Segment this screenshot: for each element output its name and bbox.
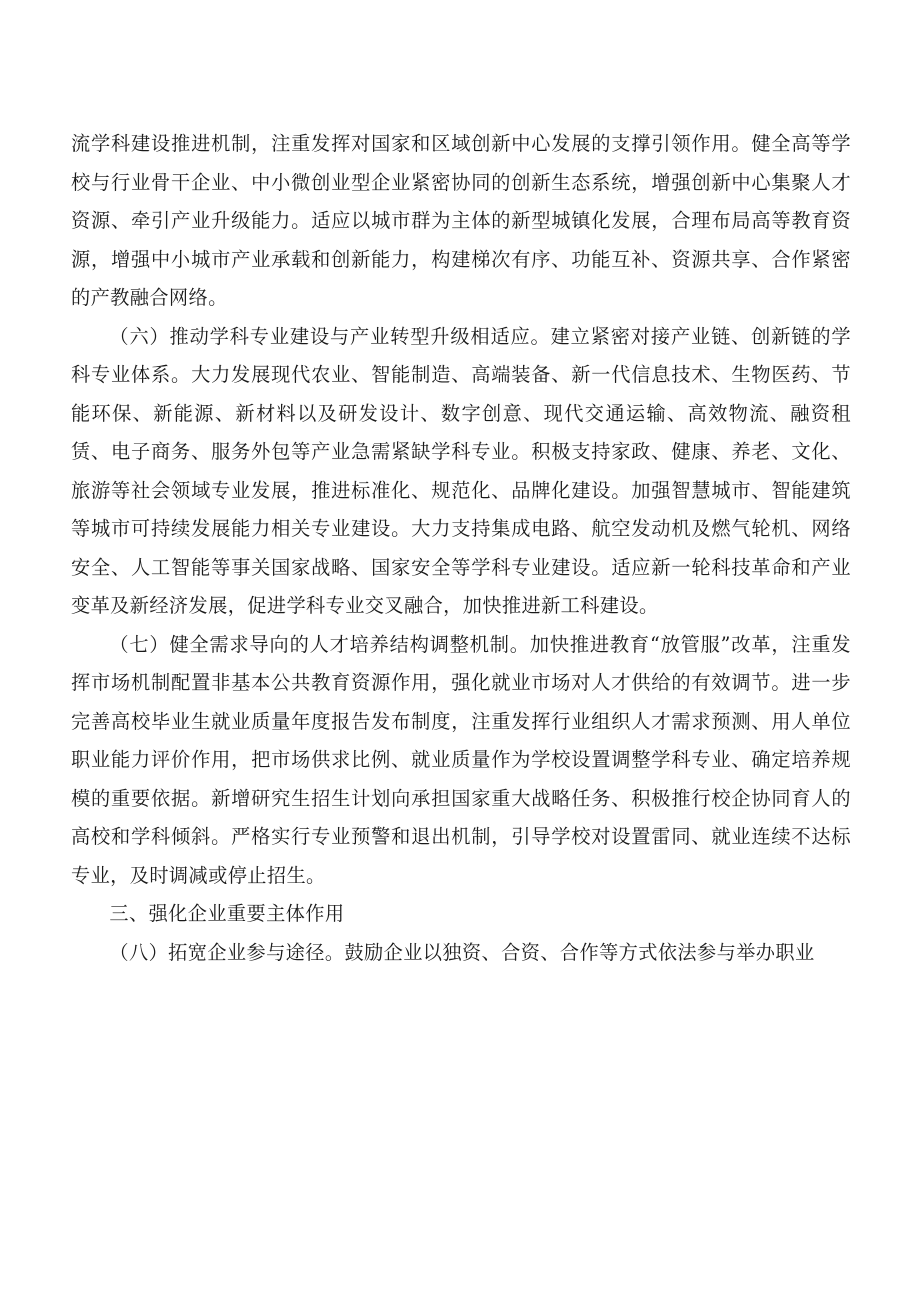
paragraph-six: （六）推动学科专业建设与产业转型升级相适应。建立紧密对接产业链、创新链的学科专业体系。大力发展现代农业、智能制造、高端装备、新一代信息技术、生物医药、节能环保、新能源、新材料以及研发设计、数字创意、现代交通运输、高效物流、融资租赁、电子商务、服务外包等产业急需紧缺学科专业。积极支持家政、健康、养老、文化、旅游等社会领域专业发展，推进标准化、规范化、品牌化建设。加强智慧城市、智能建筑等城市可持续发展能力相关专业建设。大力支持集成电路、航空发动机及燃气轮机、网络安全、人工智能等事关国家战略、国家安全等学科专业建设。适应新一轮科技革命和产业变革及新经济发展，促进学科专业交叉融合，加快推进新工科建设。 <box>71 324 851 617</box>
paragraph-seven: （七）健全需求导向的人才培养结构调整机制。加快推进教育“放管服”改革，注重发挥市场机制配置非基本公共教育资源作用，强化就业市场对人才供给的有效调节。进一步完善高校毕业生就业质量年度报告发布制度，注重发挥行业组织人才需求预测、用人单位职业能力评价作用，把市场供求比例、就业质量作为学校设置调整学科专业、确定培养规模的重要依据。新增研究生招生计划向承担国家重大战略任务、积极推行校企协同育人的高校和学科倾斜。严格实行专业预警和退出机制，引导学校对设置雷同、就业连续不达标专业，及时调减或停止招生。 <box>71 632 851 887</box>
section-heading: 三、强化企业重要主体作用 <box>109 902 345 925</box>
paragraph-eight: （八）拓宽企业参与途径。鼓励企业以独资、合资、合作等方式依法参与举办职业 <box>109 940 815 964</box>
paragraph-continued: 流学科建设推进机制，注重发挥对国家和区域创新中心发展的支撑引领作用。健全高等学校与行业骨干企业、中小微创业型企业紧密协同的创新生态系统，增强创新中心集聚人才资源、牵引产业升级能力。适应以城市群为主体的新型城镇化发展，合理布局高等教育资源，增强中小城市产业承载和创新能力，构建梯次有序、功能互补、资源共享、合作紧密的产教融合网络。 <box>71 132 851 309</box>
document-body <box>71 125 851 972</box>
